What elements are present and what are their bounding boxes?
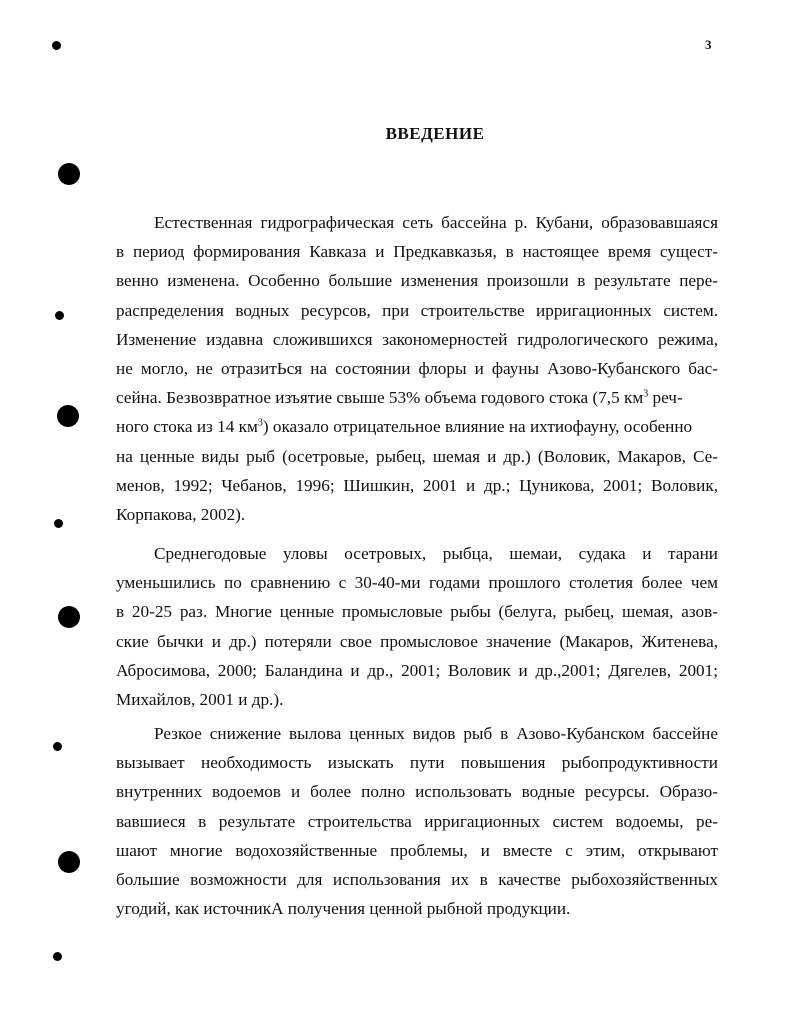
paragraph-3 xyxy=(116,719,718,923)
paragraph-1 xyxy=(116,208,718,529)
text-line: в период формирования Кавказа и Предкавказья, в настоящее время сущест- xyxy=(116,242,718,262)
text-line: Резкое снижение вылова ценных видов рыб в Азово-Кубанском бассейне xyxy=(154,724,718,743)
superscript: 3 xyxy=(257,417,263,429)
text-line: менов, 1992; Чебанов, 1996; Шишкин, 2001 и др.; Цуникова, 2001; Воловик, xyxy=(116,475,718,495)
text-line: в 20-25 раз. Многие ценные промысловые рыбы (белуга, рыбец, шемая, азов- xyxy=(116,602,718,622)
binding-hole xyxy=(58,606,80,628)
text-line: уменьшились по сравнению с 30-40-ми годами прошлого столетия более чем xyxy=(116,573,718,593)
binding-hole xyxy=(58,163,80,185)
text-line: внутренних водоемов и более полно использовать водные ресурсы. Образо- xyxy=(116,782,718,802)
binding-hole-mark xyxy=(54,519,63,528)
text-fragment: реч- xyxy=(648,388,683,408)
text-line: Корпакова, 2002). xyxy=(116,505,246,525)
text-line: Естественная гидрографическая сеть бассейна р. Кубани, образовавшаяся xyxy=(154,213,718,232)
text-line: не могло, не отразитЬся на состоянии флоры и фауны Азово-Кубанского бас- xyxy=(116,359,718,379)
text-line: Среднегодовые уловы осетровых, рыбца, шемаи, судака и тарани xyxy=(154,544,718,563)
text-line: угодий, как источникА получения ценной рыбной продукции. xyxy=(116,899,571,919)
binding-hole-mark xyxy=(53,742,62,751)
text-line: большие возможности для использования их в качестве рыбохозяйственных xyxy=(116,870,718,890)
binding-hole xyxy=(57,405,79,427)
text-fragment: сейна. Безвозвратное изъятие свыше 53% объема годового стока (7,5 км xyxy=(116,388,644,408)
page-number: 3 xyxy=(705,37,712,52)
text-line: Изменение издавна сложившихся закономерностей гидрологического режима, xyxy=(116,329,718,349)
binding-hole-mark xyxy=(53,952,62,961)
text-line: на ценные виды рыб (осетровые, рыбец, шемая и др.) (Воловик, Макаров, Се- xyxy=(116,446,718,466)
text-line: венно изменена. Особенно большие изменения произошли в результате пере- xyxy=(116,271,718,291)
text-line xyxy=(116,383,718,412)
text-line: вавшиеся в результате строительства ирригационных систем водоемы, ре- xyxy=(116,811,718,831)
text-fragment: ) оказало отрицательное влияние на ихтиофауну, особенно xyxy=(262,417,693,437)
text-line xyxy=(116,412,718,441)
binding-hole-mark xyxy=(55,311,64,320)
text-fragment: ного стока из 14 км xyxy=(116,417,258,437)
paragraph-2 xyxy=(116,539,718,714)
binding-hole xyxy=(58,851,80,873)
text-line: Михайлов, 2001 и др.). xyxy=(116,690,284,710)
text-line: ские бычки и др.) потеряли свое промысловое значение (Макаров, Житенева, xyxy=(116,631,718,651)
superscript: 3 xyxy=(643,388,649,400)
binding-hole-mark xyxy=(52,41,61,50)
section-heading: ВВЕДЕНИЕ xyxy=(385,124,485,143)
text-line: вызывает необходимость изыскать пути повышения рыбопродуктивности xyxy=(116,753,718,773)
text-line: Абросимова, 2000; Баландина и др., 2001; Воловик и др.,2001; Дягелев, 2001; xyxy=(116,660,718,680)
text-line: распределения водных ресурсов, при строительстве ирригационных систем. xyxy=(116,300,718,320)
text-line: шают многие водохозяйственные проблемы, и вместе с этим, открывают xyxy=(116,840,718,860)
